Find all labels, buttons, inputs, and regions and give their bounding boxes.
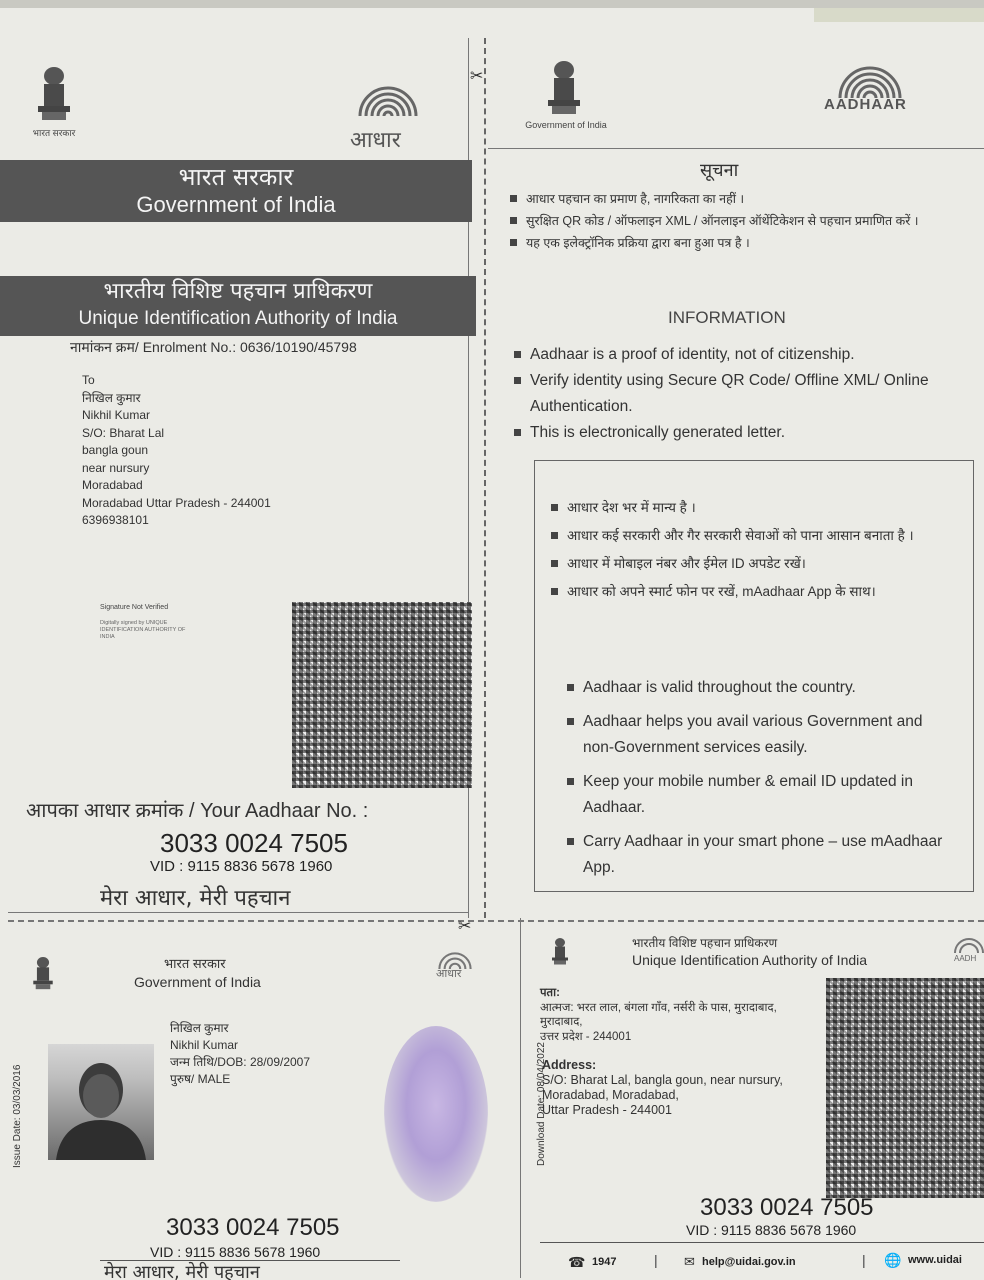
vid-number: VID : 9115 8836 5678 1960 [150,858,333,875]
information-item: This is electronically generated letter. [512,420,972,446]
footer-email: help@uidai.gov.in [702,1256,796,1268]
notice-item: आधार पहचान का प्रमाण है, नागरिकता का नहीं । [508,188,928,210]
information-title: INFORMATION [668,308,786,327]
government-band [0,160,472,222]
aadhaar-logo-text: AADH [954,954,977,963]
card-tagline: मेरा आधार, मेरी पहचान [104,1262,260,1280]
your-aadhaar-label: आपका आधार क्रमांक / Your Aadhaar No. : [26,800,369,822]
secure-qr-code [292,602,472,788]
footer-phone: 1947 [592,1256,617,1268]
scissors-icon: ✂ [458,918,472,935]
government-hindi: भारत सरकार [178,163,294,191]
uidai-band [0,276,476,336]
address-line: Uttar Pradesh - 244001 [542,1103,672,1117]
information-item: Verify identity using Secure QR Code/ Offline XML/ Online Authentication. [512,368,972,420]
uidai-english: Unique Identification Authority of India [78,308,398,329]
footer-separator: | [862,1252,866,1268]
address-line: निखिल कुमार [82,390,141,405]
address-english-block [542,1058,832,1118]
address-label: Address: [542,1058,597,1072]
benefits-hindi-list [549,497,949,603]
address-line: bangla goun [82,443,149,457]
card-back-aadhaar-number: 3033 0024 7505 [700,1194,874,1221]
header-divider [488,148,984,149]
benefits-english-list [565,675,955,881]
fingerprint-mark [384,1026,488,1202]
globe-icon: 🌐 [884,1252,902,1268]
benefit-item: आधार देश भर में मान्य है । [549,497,949,519]
pata-line: आत्मज: भरत लाल, बंगला गाँव, नर्सरी के पास, मुरादाबाद, [540,1001,777,1014]
footer-website: www.uidai [908,1254,962,1266]
address-line: To [82,373,95,387]
benefit-item: आधार कई सरकारी और गैर सरकारी सेवाओं को पाना आसान बनाता है । [549,525,949,547]
footer-separator: | [654,1252,658,1268]
notice-hindi-list [508,188,928,254]
benefit-item: Keep your mobile number & email ID updated in Aadhaar. [565,769,955,821]
card-government-hindi: भारत सरकार [164,956,226,971]
digital-signature-block [100,604,196,641]
benefit-item: Carry Aadhaar in your smart phone – use mAadhaar App. [565,829,955,881]
address-line: near nursury [82,460,150,475]
issue-date: Issue Date: 03/03/2016 [12,1064,23,1168]
address-line: S/O: Bharat Lal, bangla goun, near nursury, [542,1073,783,1087]
aadhaar-logo-icon [952,930,984,954]
card-uidai-hindi: भारतीय विशिष्ट पहचान प्राधिकरण [632,936,778,950]
holder-details [170,1020,390,1088]
enrolment-number: नामांकन क्रम/ Enrolment No.: 0636/10190/45798 [70,339,357,355]
card-uidai-english: Unique Identification Authority of India [632,952,868,968]
tagline: मेरा आधार, मेरी पहचान [100,886,291,911]
signature-status: Signature Not Verified [100,604,169,611]
corner-sticker [814,8,984,22]
benefit-item: Aadhaar helps you avail various Government and non-Government services easily. [565,709,955,761]
benefit-item: आधार को अपने स्मार्ट फोन पर रखें, mAadhaar App के साथ। [549,581,949,603]
national-emblem-icon [546,934,576,970]
holder-gender: पुरुष/ MALE [170,1072,231,1086]
notice-item: सुरक्षित QR कोड / ऑफलाइन XML / ऑनलाइन ऑथेंटिकेशन से पहचान प्रमाणित करें । [508,210,928,232]
information-item: Aadhaar is a proof of identity, not of citizenship. [512,342,972,368]
emblem-caption: Government of India [525,120,607,130]
address-line: Moradabad, Moradabad, [542,1088,679,1102]
cut-line-vertical [484,38,486,918]
pata-label: पता: [540,987,560,999]
benefits-box [534,460,974,892]
pata-line: मुरादाबाद, [540,1016,583,1028]
signature-detail: Digitally signed by UNIQUE IDENTIFICATION AUTHORITY OF INDIA [100,620,186,640]
aadhaar-logo-text: आधार [436,968,462,980]
address-hindi-block [540,986,830,1044]
address-line: Nikhil Kumar [82,408,151,422]
pata-line: उत्तर प्रदेश - 244001 [540,1030,632,1043]
national-emblem-icon [26,952,62,996]
holder-name-english: Nikhil Kumar [170,1038,239,1052]
aadhaar-logo-text: आधार [350,127,401,152]
download-date: Download Date: 08/04/2022 [536,1042,547,1166]
address-line: 6396938101 [82,513,149,527]
holder-name-hindi: निखिल कुमार [170,1021,229,1035]
uidai-hindi: भारतीय विशिष्ट पहचान प्राधिकरण [103,279,373,304]
benefit-item: आधार में मोबाइल नंबर और ईमेल ID अपडेट रखें। [549,553,949,575]
card-footer-divider [540,1242,984,1243]
benefit-item: Aadhaar is valid throughout the country. [565,675,955,701]
government-english: Government of India [136,192,336,217]
information-list [512,342,972,446]
fold-line-horizontal-left [8,912,468,913]
national-emblem-icon [524,58,608,130]
card-back-vid-number: VID : 9115 8836 5678 1960 [686,1222,857,1238]
holder-dob: जन्म तिथि/DOB: 28/09/2007 [170,1055,311,1069]
card-aadhaar-number: 3033 0024 7505 [166,1214,340,1241]
address-line: Moradabad [82,478,143,492]
address-line: S/O: Bharat Lal [82,425,165,440]
cut-line-horizontal [8,920,984,922]
national-emblem-icon [26,64,82,139]
fold-line-vertical-bottom [520,918,521,1278]
notice-item: यह एक इलेक्ट्रॉनिक प्रक्रिया द्वारा बना हुआ पत्र है । [508,232,928,254]
card-vid-number: VID : 9115 8836 5678 1960 [150,1244,321,1260]
card-secure-qr-code [826,978,984,1198]
phone-icon: ☎ [568,1254,586,1270]
aadhaar-letter [0,8,984,1280]
aadhaar-logo-icon [830,50,914,100]
aadhaar-number: 3033 0024 7505 [160,828,348,858]
scissors-icon: ✂ [470,68,484,85]
email-icon: ✉ [684,1254,695,1269]
notice-title: सूचना [700,160,739,180]
address-line: Moradabad Uttar Pradesh - 244001 [82,495,271,510]
aadhaar-logo-text: AADHAAR [824,96,907,113]
aadhaar-logo-icon [348,66,432,126]
emblem-caption: भारत सरकार [32,128,76,138]
holder-photo [48,1044,154,1160]
recipient-address [82,372,342,530]
card-government-english: Government of India [134,974,261,990]
